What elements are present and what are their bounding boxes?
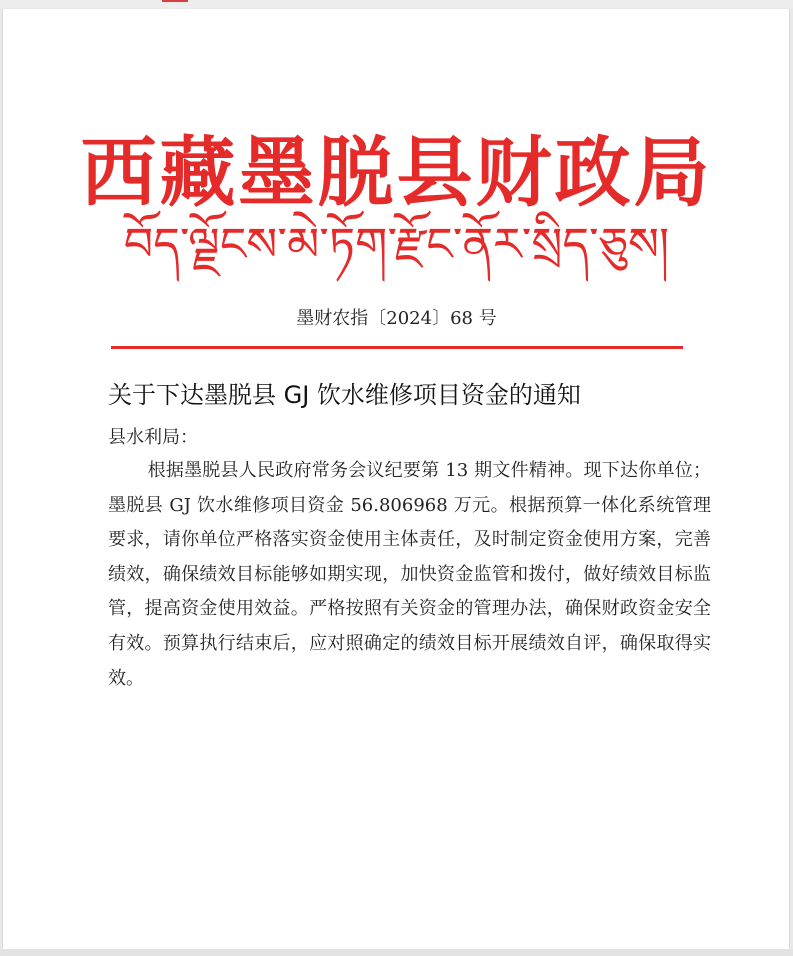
notice-title: 关于下达墨脱县 GJ 饮水维修项目资金的通知: [108, 381, 581, 409]
notice-body: [108, 454, 711, 696]
viewer-bottom-bar: [0, 949, 793, 956]
document-number: 墨财农指〔2024〕68 号: [296, 308, 497, 329]
notice-body-paragraph: 根据墨脱县人民政府常务会议纪要第 13 期文件精神。现下达你单位；墨脱县 GJ 饮水维修项目资金 56.806968 万元。根据预算一体化系统管理要求，请你单位严格落实资金使用主体责任，及时制定资金使用方案，完善绩效，确保绩效目标能够如期实现，加快资金监管和拨付，做好绩效目标监管，提高资金使用效益。严格按照有关资金的管理办法，确保财政资金安全有效。预算执行结束后，应对照确定的绩效目标开展绩效自评，确保取得实效。: [108, 460, 711, 689]
page-indicator-mark: [162, 0, 188, 2]
letterhead-org-name-tibetan: བོད་ལྗོངས་མེ་ཏོག་རྫོང་ནོར་སྲིད་ཅུས།: [123, 217, 670, 271]
viewer-top-bar: [0, 0, 793, 8]
letterhead-red-rule: [111, 346, 683, 349]
letterhead-org-name-chinese: 西藏墨脱县财政局: [80, 128, 713, 217]
notice-addressee: 县水利局：: [108, 427, 198, 448]
